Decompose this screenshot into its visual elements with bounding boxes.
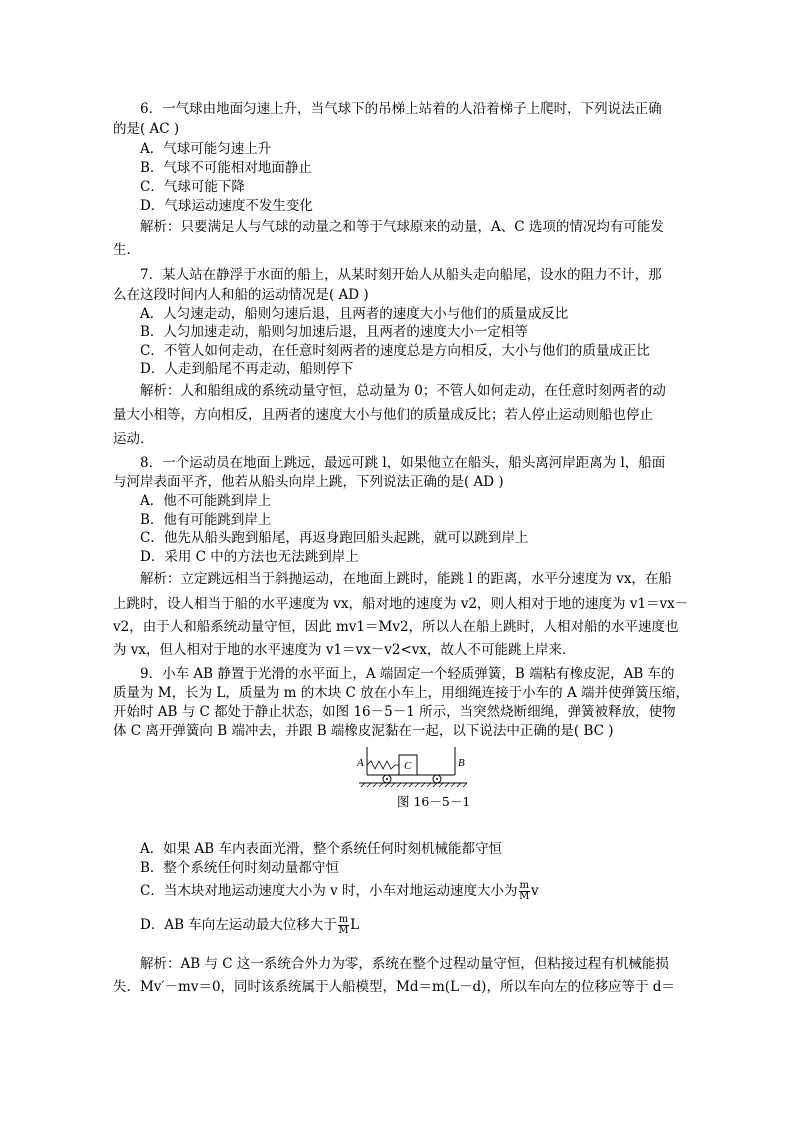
q9-stem-line3: 开始时 AB 与 C 都处于静止状态，如图 16－5－1 所示，当突然烧断细绳，弹簧被释放，使物 [113, 704, 676, 720]
fraction-denominator: M [519, 891, 530, 902]
q8-analysis-line4: 为 vx，但人相对于地的水平速度为 v1＝vx－v2<vx，故人不可能跳上岸来． [113, 642, 576, 658]
q6-option-b: B．气球不可能相对地面静止 [140, 160, 312, 176]
q7-analysis-line3: 运动． [113, 431, 154, 447]
fraction-m-over-m [519, 881, 530, 902]
q6-option-a: A．气球可能匀速上升 [140, 141, 272, 157]
q7-analysis-line2: 量大小相等，方向相反，且两者的速度大小与他们的质量成反比；若人停止运动则船也停止 [113, 407, 653, 423]
q9-analysis-line1: 解析：AB 与 C 这一系统合外力为零，系统在整个过程动量守恒，但粘接过程有机械能损 [140, 956, 669, 972]
q9-stem-line2: 质量为 M，长为 L，质量为 m 的木块 C 放在小车上，用细绳连接于小车的 A 端并使弹簧压缩， [113, 685, 689, 701]
q9-stem-line1: 9．小车 AB 静置于光滑的水平面上，A 端固定一个轻质弹簧，B 端粘有橡皮泥，AB 车的 [140, 666, 675, 682]
q7-analysis-line1: 解析：人和船组成的系统动量守恒，总动量为 0；不管人如何走动，在任意时刻两者的动 [140, 383, 666, 399]
q6-analysis-line1: 解析：只要满足人与气球的动量之和等于气球原来的动量，A、C 选项的情况均有可能发 [140, 219, 664, 235]
q9-option-d-text: D．AB 车向左运动最大位移大于 [140, 917, 337, 933]
q8-stem-line1: 8．一个运动员在地面上跳远，最远可跳 l，如果他立在船头，船头离河岸距离为 l，船面 [140, 455, 666, 471]
fraction-numerator: m [519, 880, 530, 891]
fraction-numerator: m [338, 914, 349, 925]
fraction-m-over-m [338, 915, 349, 936]
q9-option-d [140, 915, 359, 936]
q7-option-b: B．人匀加速走动，船则匀加速后退，且两者的速度大小一定相等 [140, 324, 528, 340]
q8-analysis-line2: 上跳时，设人相当于船的水平速度为 vx，船对地的速度为 v2，则人相对于地的速度为 v1＝vx－ [113, 596, 689, 612]
q6-stem-line2: 的是( AC ) [113, 121, 180, 137]
q7-option-c: C．不管人如何走动，在任意时刻两者的速度总是方向相反，大小与他们的质量成正比 [140, 343, 650, 359]
figure-label-c: C [404, 760, 412, 772]
q8-option-a: A．他不可能跳到岸上 [140, 493, 272, 509]
q6-option-c: C．气球可能下降 [140, 179, 245, 195]
figure-label-a: A [357, 757, 364, 769]
q9-option-c-suffix: v [531, 883, 539, 899]
q7-stem-line2: 么在这段时间内人和船的运动情况是( AD ) [113, 287, 369, 303]
q8-analysis-line3: v2，由于人和船系统动量守恒，因此 mv1＝Mv2，所以人在船上跳时，人相对船的水平速度也 [113, 619, 679, 635]
q9-option-c-text: C．当木块对地运动速度大小为 v 时，小车对地运动速度大小为 [140, 883, 518, 899]
q9-option-a: A．如果 AB 车内表面光滑，整个系统任何时刻机械能都守恒 [140, 841, 503, 857]
q8-analysis-line1: 解析：立定跳远相当于斜抛运动，在地面上跳时，能跳 l 的距离，水平分速度为 vx，在船 [140, 571, 672, 587]
q7-option-d: D．人走到船尾不再走动，船则停下 [140, 361, 354, 377]
q9-option-b: B．整个系统任何时刻动量都守恒 [140, 860, 339, 876]
q9-option-d-suffix: L [350, 917, 360, 933]
q8-stem-line2: 与河岸表面平齐，他若从船头向岸上跳，下列说法正确的是( AD ) [113, 474, 504, 490]
figure-caption: 图 16－5－1 [397, 794, 471, 809]
q9-stem-line4: 体 C 离开弹簧向 B 端冲去，并跟 B 端橡皮泥黏在一起，以下说法中正确的是( BC ) [113, 723, 614, 739]
q9-option-c [140, 881, 539, 902]
q6-analysis-line2: 生． [113, 242, 140, 258]
q9-analysis-line2: 失．Mv′－mv＝0，同时该系统属于人船模型，Md＝m(L－d)，所以车向左的位移应等于 d＝ [113, 979, 675, 995]
q7-option-a: A．人匀速走动，船则匀速后退，且两者的速度大小与他们的质量成反比 [140, 306, 569, 322]
q6-option-d: D．气球运动速度不发生变化 [140, 198, 313, 214]
figure-label-b: B [458, 757, 465, 769]
q8-option-d: D．采用 C 中的方法也无法跳到岸上 [140, 549, 359, 565]
q6-stem-line1: 6．一气球由地面匀速上升，当气球下的吊梯上站着的人沿着梯子上爬时，下列说法正确 [140, 101, 662, 117]
q8-option-c: C．他先从船头跑到船尾，再返身跑回船头起跳，就可以跳到岸上 [140, 530, 529, 546]
q8-option-b: B．他有可能跳到岸上 [140, 512, 272, 528]
q7-stem-line1: 7．某人站在静浮于水面的船上，从某时刻开始人从船头走向船尾，设水的阻力不计，那 [140, 267, 662, 283]
fraction-denominator: M [338, 925, 349, 936]
